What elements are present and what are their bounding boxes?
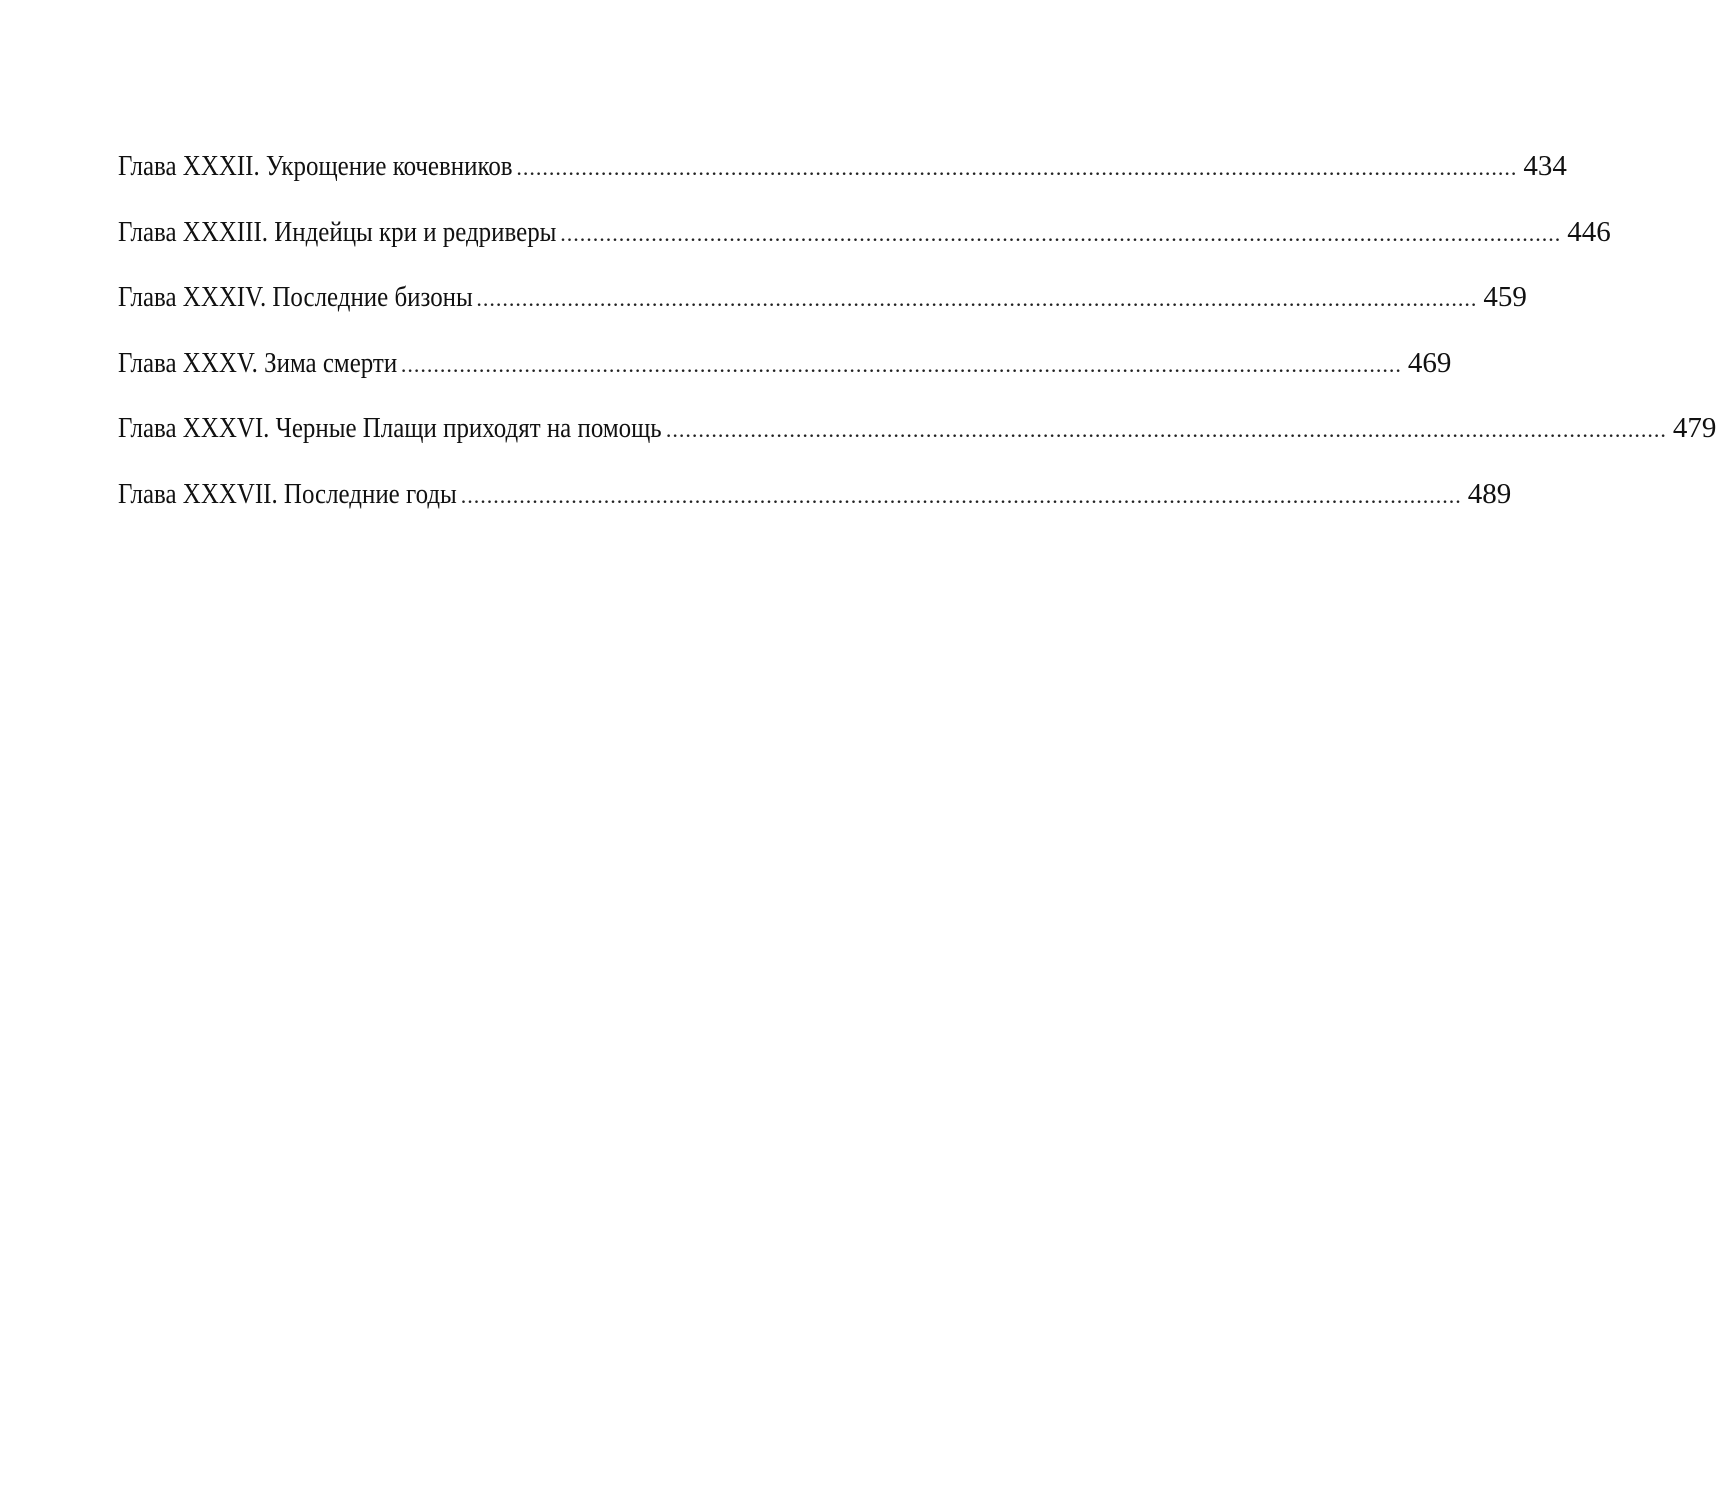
toc-entry-page-number: 479 (1672, 412, 1716, 444)
toc-entry-chapter-36 (118, 412, 1716, 478)
toc-entry-page-number: 459 (1483, 281, 1527, 313)
toc-entry-chapter-32 (118, 150, 1567, 216)
toc-dot-leader: .......................................................................................................................................................... (516, 155, 1518, 180)
toc-entry-title: Глава XXXVII. Последние годы (118, 477, 457, 510)
toc-dot-leader: .......................................................................................................................................................... (665, 417, 1667, 442)
toc-entry-chapter-34 (118, 281, 1527, 347)
toc-entry-page-number: 434 (1523, 150, 1567, 182)
toc-entry-title: Глава XXXIV. Последние бизоны (118, 281, 473, 313)
toc-entry-title: Глава XXXII. Укрощение кочевников (118, 150, 513, 182)
toc-entry-page-number: 489 (1467, 477, 1512, 510)
toc-entry-title: Глава XXXIII. Индейцы кри и редриверы (118, 215, 557, 248)
toc-dot-leader: .......................................................................................................................................................... (560, 220, 1562, 246)
toc-entry-title: Глава XXXVI. Черные Плащи приходят на помощь (118, 412, 662, 444)
toc-entry-page-number: 446 (1567, 215, 1611, 248)
table-of-contents (118, 150, 1716, 543)
toc-entry-chapter-33 (118, 215, 1611, 282)
toc-entry-title: Глава XXXV. Зима смерти (118, 346, 398, 379)
toc-dot-leader: .......................................................................................................................................................... (400, 351, 1402, 377)
toc-dot-leader: .......................................................................................................................................................... (476, 286, 1478, 311)
toc-entry-chapter-37 (118, 477, 1512, 544)
toc-dot-leader: .......................................................................................................................................................... (460, 482, 1462, 508)
toc-entry-chapter-35 (118, 346, 1452, 413)
toc-entry-page-number: 469 (1407, 346, 1452, 379)
